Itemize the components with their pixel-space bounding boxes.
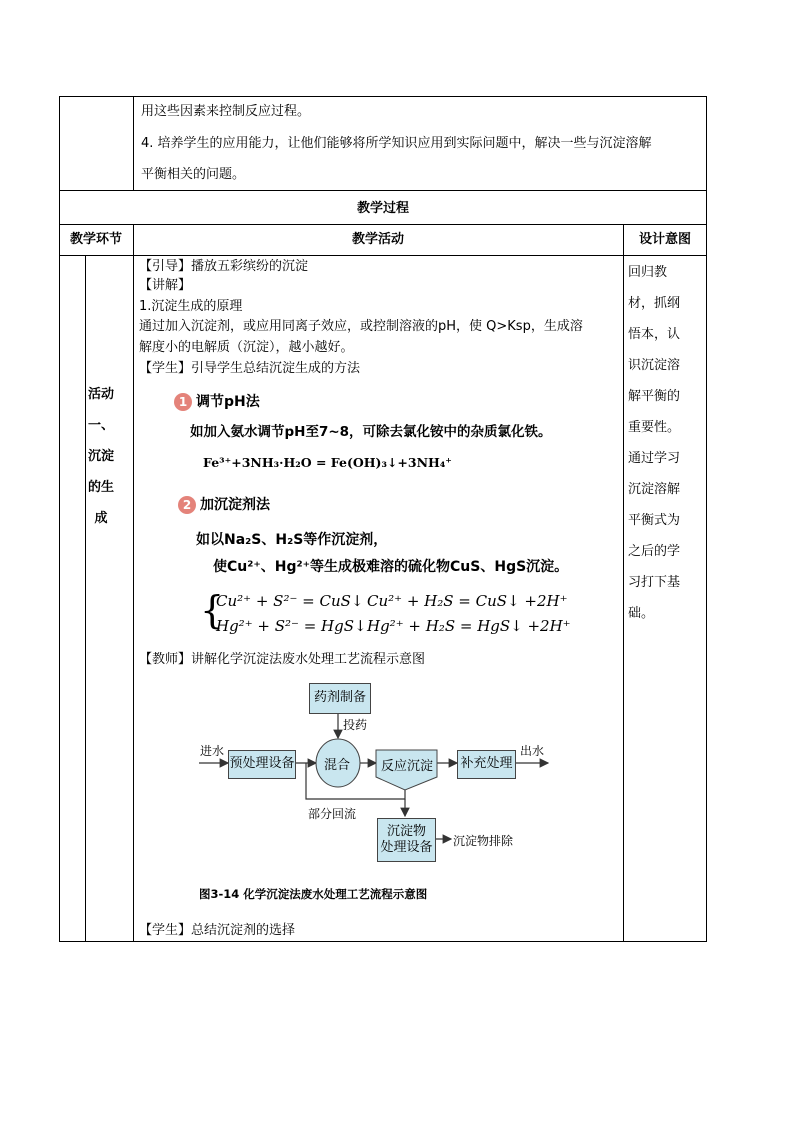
guide-line: 【引导】播放五彩缤纷的沉淀 [139, 259, 309, 274]
pretreat-box: 预处理设备 [228, 750, 296, 779]
intent-line: 平衡式为 [628, 513, 681, 528]
method2-title-text: 加沉淀剂法 [200, 497, 270, 513]
teacher-line: 【教师】讲解化学沉淀法废水处理工艺流程示意图 [139, 652, 426, 667]
intent-line: 沉淀溶解 [628, 482, 681, 497]
reagent-box: 药剂制备 [309, 683, 371, 714]
objective-line-1: 用这些因素来控制反应过程。 [141, 104, 311, 119]
section-title: 教学过程 [356, 201, 409, 216]
react-label: 反应沉淀 [381, 759, 434, 774]
sludge-line-1: 沉淀物 [386, 823, 426, 839]
stage-char: 一、 [88, 418, 115, 433]
intent-line: 重要性。 [628, 420, 681, 435]
equation-cu-h2s: Cu²⁺ + H₂S = CuS↓ +2H⁺ [367, 592, 568, 610]
stage-char: 成 [94, 511, 108, 526]
intent-line: 础。 [628, 606, 655, 621]
intent-line: 解平衡的 [628, 389, 681, 404]
intent-line: 之后的学 [628, 544, 681, 559]
method2-badge: 2 [178, 496, 196, 514]
stage-char: 活动 [88, 387, 115, 402]
equation-brace: { [200, 588, 225, 632]
stage-char: 沉淀 [88, 449, 115, 464]
method2-desc-2: 使Cu²⁺、Hg²⁺等生成极难溶的硫化物CuS、HgS沉淀。 [213, 559, 569, 575]
header-stage: 教学环节 [69, 232, 122, 247]
lecture-label: 【讲解】 [139, 278, 192, 293]
student-line: 【学生】引导学生总结沉淀生成的方法 [139, 361, 361, 376]
intent-line: 材，抓纲 [628, 296, 681, 311]
header-activity: 教学活动 [351, 232, 404, 247]
stage-char: 的生 [88, 480, 115, 495]
discharge-label: 沉淀物排除 [453, 834, 514, 848]
student-summary-line: 【学生】总结沉淀剂的选择 [139, 923, 296, 938]
equation-hg-h2s: Hg²⁺ + H₂S = HgS↓ +2H⁺ [367, 617, 571, 635]
sludge-line-2: 处理设备 [380, 840, 433, 855]
flow-caption: 图3-14 化学沉淀法废水处理工艺流程示意图 [199, 887, 428, 901]
supplement-box: 补充处理 [457, 750, 516, 779]
intent-line: 通过学习 [628, 451, 681, 466]
principle-text-2: 解度小的电解质（沉淀），越小越好。 [139, 340, 354, 355]
method2-desc-1: 如以Na₂S、H₂S等作沉淀剂， [196, 532, 388, 548]
intent-line: 识沉淀溶 [628, 358, 681, 373]
method1-equation: Fe³⁺+3NH₃·H₂O = Fe(OH)₃↓+3NH₄⁺ [203, 455, 452, 470]
intent-line: 习打下基 [628, 575, 681, 590]
equation-cu-s: Cu²⁺ + S²⁻ = CuS↓ [216, 592, 364, 610]
principle-text-1: 通过加入沉淀剂，或应用同离子效应，或控制溶液的pH，使 Q>Ksp，生成溶 [139, 319, 583, 334]
design-intent [628, 257, 702, 629]
outflow-label: 出水 [520, 744, 545, 758]
intent-line: 悟本，认 [628, 327, 681, 342]
objective-line-2: 4. 培养学生的应用能力，让他们能够将所学知识应用到实际问题中，解决一些与沉淀溶解 [141, 136, 652, 151]
inflow-label: 进水 [200, 744, 225, 758]
dosing-label: 投药 [343, 718, 368, 732]
intent-line: 回归教 [628, 265, 668, 280]
method1-title-text: 调节pH法 [196, 394, 260, 410]
method1-desc: 如加入氨水调节pH至7~8，可除去氯化铵中的杂质氯化铁。 [190, 424, 552, 440]
sludge-box [377, 818, 436, 862]
mix-label: 混合 [324, 758, 351, 773]
reflux-label: 部分回流 [308, 807, 357, 821]
header-intent: 设计意图 [638, 232, 691, 247]
objective-line-3: 平衡相关的问题。 [141, 167, 246, 182]
principle-heading: 1.沉淀生成的原理 [139, 299, 243, 314]
equation-hg-s: Hg²⁺ + S²⁻ = HgS↓ [216, 617, 367, 635]
method1-badge: 1 [174, 393, 192, 411]
